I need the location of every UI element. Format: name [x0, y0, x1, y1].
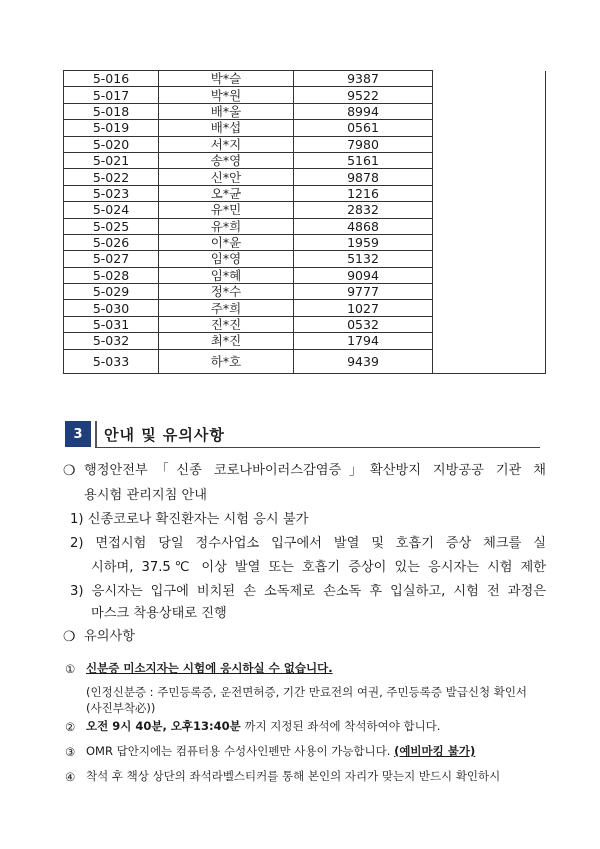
- note-2-number: ②: [65, 720, 76, 734]
- cell-id: 5-032: [64, 333, 159, 349]
- cell-code: 4868: [294, 218, 433, 234]
- cell-id: 5-021: [64, 152, 159, 168]
- cell-name: 박*슬: [159, 71, 294, 87]
- cell-name: 정*수: [159, 284, 294, 300]
- cell-id: 5-023: [64, 185, 159, 201]
- cell-id: 5-017: [64, 87, 159, 103]
- bullet-2-label: 유의사항: [84, 629, 135, 644]
- cell-code: 2832: [294, 202, 433, 218]
- cell-code: 5161: [294, 152, 433, 168]
- seat-table: [63, 70, 546, 374]
- cell-code: 8994: [294, 103, 433, 119]
- note-2-rest: 까지 지정된 좌석에 착석하여야 합니다.: [240, 719, 441, 733]
- note-4-number: ④: [65, 770, 76, 784]
- note-3-text: [86, 742, 475, 760]
- cell-code: 5132: [294, 251, 433, 267]
- cell-code: 1027: [294, 300, 433, 316]
- cell-code: 1216: [294, 185, 433, 201]
- note-3-warning: (예비마킹 불가): [394, 744, 476, 758]
- cell-name: 주*희: [159, 300, 294, 316]
- cell-id: 5-027: [64, 251, 159, 267]
- bullet-circle-icon-2: ❍: [63, 629, 76, 645]
- cell-code: 9878: [294, 169, 433, 185]
- note-3-main: OMR 답안지에는 컴퓨터용 수성사인펜만 사용이 가능합니다.: [86, 744, 395, 758]
- cell-code: 9439: [294, 349, 433, 373]
- cell-code: 9387: [294, 71, 433, 87]
- cell-name: 오*균: [159, 185, 294, 201]
- note-2-text: [86, 717, 440, 735]
- item-3-line-2: 마스크 착용상태로 진행: [91, 606, 227, 621]
- cell-code: 9777: [294, 284, 433, 300]
- cell-name: 박*원: [159, 87, 294, 103]
- cell-code: 9522: [294, 87, 433, 103]
- bullet-1-line-2: 용시험 관리지침 안내: [84, 488, 208, 503]
- cell-name: 배*섭: [159, 120, 294, 136]
- item-2-line-2: 시하며, 37.5℃ 이상 발열 또는 호흡기 증상이 있는 응시자는 시험 제한: [91, 560, 546, 575]
- cell-name: 유*민: [159, 202, 294, 218]
- cell-name: 송*영: [159, 152, 294, 168]
- cell-name: 하*호: [159, 349, 294, 373]
- cell-id: 5-031: [64, 316, 159, 332]
- cell-id: 5-018: [64, 103, 159, 119]
- cell-name: 최*진: [159, 333, 294, 349]
- cell-id: 5-026: [64, 234, 159, 250]
- note-1-number: ①: [65, 662, 76, 676]
- note-1-text: 신분증 미소지자는 시험에 응시하실 수 없습니다.: [86, 661, 333, 675]
- cell-code: 7980: [294, 136, 433, 152]
- cell-id: 5-016: [64, 71, 159, 87]
- cell-code: 1959: [294, 234, 433, 250]
- cell-id: 5-019: [64, 120, 159, 136]
- cell-id: 5-022: [64, 169, 159, 185]
- item-3-line-1: 3) 응시자는 입구에 비치된 손 소독제로 손소독 후 입실하고, 시험 전 과정은: [70, 584, 546, 599]
- note-1-sub-2: (사진부착必)): [86, 701, 156, 715]
- section-number-badge: 3: [65, 421, 91, 447]
- cell-name: 서*지: [159, 136, 294, 152]
- bullet-1-line-1: 행정안전부「신종 코로나바이러스감염증」확산방지 지방공공 기관 채: [84, 463, 546, 478]
- cell-name: 임*혜: [159, 267, 294, 283]
- cell-name: 임*영: [159, 251, 294, 267]
- cell-name: 배*울: [159, 103, 294, 119]
- cell-id: 5-033: [64, 349, 159, 373]
- seat-table-body: [64, 71, 546, 374]
- cell-name: 유*희: [159, 218, 294, 234]
- section-underline: [95, 447, 540, 448]
- cell-id: 5-028: [64, 267, 159, 283]
- cell-name: 신*안: [159, 169, 294, 185]
- cell-empty-column: [433, 71, 546, 374]
- section-divider: [95, 421, 97, 447]
- cell-id: 5-025: [64, 218, 159, 234]
- cell-code: 1794: [294, 333, 433, 349]
- note-4-text: 착석 후 책상 상단의 좌석라벨스티커를 통해 본인의 자리가 맞는지 반드시 확인하시: [86, 769, 501, 783]
- bullet-circle-icon: ❍: [63, 463, 76, 479]
- note-1-sub-1: (인정신분증 : 주민등록증, 운전면허증, 기간 만료전의 여권, 주민등록증 발급신청 확인서: [86, 685, 528, 699]
- cell-id: 5-030: [64, 300, 159, 316]
- cell-code: 9094: [294, 267, 433, 283]
- cell-name: 진*진: [159, 316, 294, 332]
- note-3-number: ③: [65, 745, 76, 759]
- cell-code: 0561: [294, 120, 433, 136]
- cell-id: 5-024: [64, 202, 159, 218]
- item-1: 1) 신종코로나 확진환자는 시험 응시 불가: [70, 512, 309, 527]
- note-2-time: 오전 9시 40분, 오후13:40분: [86, 719, 241, 733]
- cell-id: 5-020: [64, 136, 159, 152]
- cell-code: 0532: [294, 316, 433, 332]
- table-row: [64, 71, 546, 87]
- section-title: 안내 및 유의사항: [104, 426, 225, 444]
- cell-name: 이*윤: [159, 234, 294, 250]
- item-2-line-1: 2) 면접시험 당일 정수사업소 입구에서 발열 및 호흡기 증상 체크를 실: [70, 536, 546, 551]
- cell-id: 5-029: [64, 284, 159, 300]
